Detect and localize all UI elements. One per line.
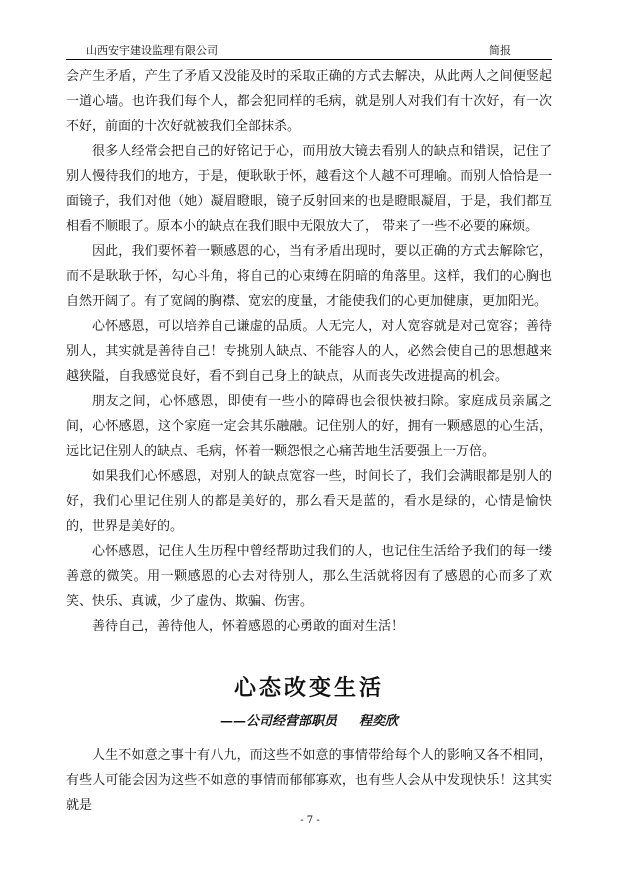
paragraph: 很多人经常会把自己的好铭记于心，而用放大镜去看别人的缺点和错误，记住了别人慢待我们的地方，于是，便耿耿于怀，越看这个人越不可理喻。而别人恰恰是一面镜子，我们对他（她）凝眉瞪眼，镜子反射回来的也是瞪眼凝眉，于是，我们都互相看不顺眼了。原本小的缺点在我们眼中无限放大了， 带来了一些不必要的麻烦。 — [66, 144, 552, 234]
article-body — [66, 743, 552, 818]
body-text — [66, 64, 552, 639]
paragraph: 人生不如意之事十有八九，而这些不如意的事情带给每个人的影响又各不相同，有些人可能会因为这些不如意的事情而郁郁寡欢，也有些人会从中发现快乐！这其实就是 — [66, 748, 552, 813]
paragraph: 心怀感恩，记住人生历程中曾经帮助过我们的人，也记住生活给予我们的每一缕善意的微笑。用一颗感恩的心去对待别人，那么生活就将因有了感恩的心而多了欢笑、快乐、真诚，少了虚伪、欺骗、伤害。 — [66, 544, 552, 609]
header-doc-type: 简报 — [489, 44, 511, 57]
paragraph: 因此，我们要怀着一颗感恩的心，当有矛盾出现时，要以正确的方式去解除它，而不是耿耿于怀，勾心斗角，将自己的心束缚在阴暗的角落里。这样，我们的心胸也自然开阔了。有了宽阔的胸襟、宽宏的度量，才能使我们的心更加健康，更加阳光。 — [66, 244, 552, 309]
byline-author: 程奕欣 — [359, 714, 399, 729]
byline-role: ——公司经营部职员 — [219, 714, 337, 729]
article-byline — [66, 712, 552, 732]
page-header — [66, 42, 552, 60]
paragraph: 朋友之间，心怀感恩，即使有一些小的障碍也会很快被扫除。家庭成员亲属之间，心怀感恩，这个家庭一定会其乐融融。记住别人的好，拥有一颗感恩的心生活，远比记住别人的缺点、毛病，怀着一颗怨恨之心痛苦地生活要强上一万倍。 — [66, 394, 552, 459]
paragraph: 善待自己，善待他人，怀着感恩的心勇敢的面对生活！ — [92, 619, 405, 634]
paragraph: 心怀感恩，可以培养自己谦虚的品质。人无完人，对人宽容就是对己宽容；善待别人，其实就是善待自己！专挑别人缺点、不能容人的人，必然会使自己的思想越来越狭隘，自我感觉良好，看不到自己身上的缺点，从而丧失改进提高的机会。 — [66, 319, 552, 384]
header-company-name: 山西安宇建设监理有限公司 — [86, 44, 218, 57]
page-number: - 7 - — [300, 815, 320, 826]
paragraph: 如果我们心怀感恩，对别人的缺点宽容一些，时间长了，我们会满眼都是别人的好，我们心里记住别人的都是美好的，那么看天是蓝的，看水是绿的，心情是愉快的，世界是美好的。 — [66, 469, 552, 534]
article-title: 心态改变生活 — [233, 675, 384, 701]
paragraph: 会产生矛盾，产生了矛盾又没能及时的采取正确的方式去解决，从此两人之间便竖起一道心墙。也许我们每个人，都会犯同样的毛病，就是别人对我们有十次好，有一次不好，前面的十次好就被我们全部抹杀。 — [66, 69, 552, 134]
